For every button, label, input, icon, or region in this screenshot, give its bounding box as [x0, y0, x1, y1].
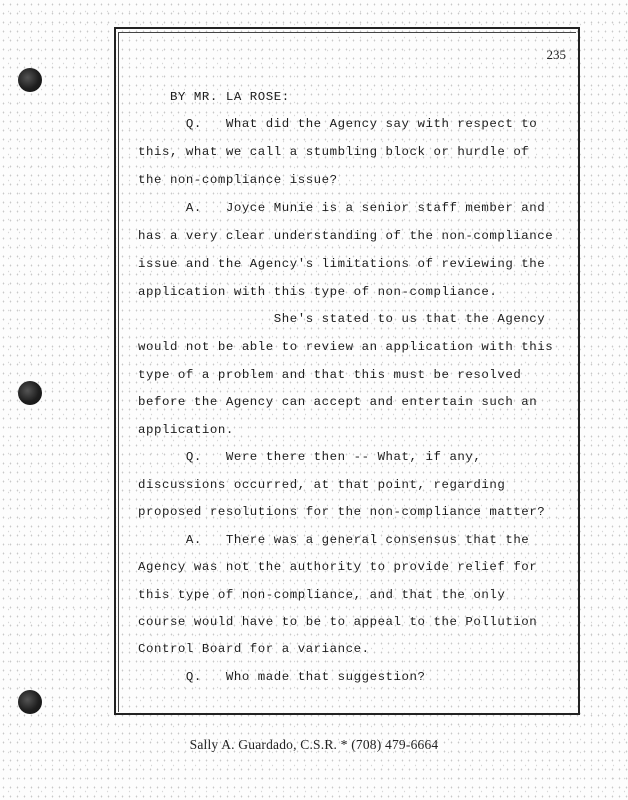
transcript-line: Q. Were there then -- What, if any, — [138, 450, 482, 464]
transcript-line: application. — [138, 423, 234, 437]
transcript-line: before the Agency can accept and entertain such an — [138, 395, 538, 409]
transcript-line: A. Joyce Munie is a senior staff member and — [138, 201, 546, 215]
punch-hole-bottom — [18, 690, 42, 714]
transcript-line: She's stated to us that the Agency — [138, 312, 546, 326]
transcript-line: would not be able to review an application with this — [138, 340, 554, 354]
transcript-line: A. There was a general consensus that the — [138, 533, 530, 547]
transcript-line: discussions occurred, at that point, regarding — [138, 478, 506, 492]
transcript-line: proposed resolutions for the non-compliance matter? — [138, 505, 546, 519]
transcript-line: Control Board for a variance. — [138, 642, 370, 656]
transcript-line: course would have to be to appeal to the Pollution — [138, 615, 538, 629]
punch-hole-top — [18, 68, 42, 92]
transcript-line: the non-compliance issue? — [138, 173, 338, 187]
transcript-line: application with this type of non-compliance. — [138, 285, 498, 299]
transcript-line: BY MR. LA ROSE: — [138, 90, 290, 104]
transcript-line: has a very clear understanding of the non-compliance — [138, 229, 554, 243]
reporter-footer: Sally A. Guardado, C.S.R. * (708) 479-6664 — [189, 737, 439, 752]
punch-hole-middle — [18, 381, 42, 405]
transcript-line: issue and the Agency's limitations of reviewing the — [138, 257, 546, 271]
transcript-line: this, what we call a stumbling block or hurdle of — [138, 145, 530, 159]
transcript-line: Q. What did the Agency say with respect to — [138, 117, 538, 131]
transcript-line: Agency was not the authority to provide relief for — [138, 560, 538, 574]
transcript-line: type of a problem and that this must be resolved — [138, 368, 522, 382]
transcript-line: Q. Who made that suggestion? — [138, 670, 426, 684]
page-number: 235 — [546, 47, 566, 62]
transcript-line: this type of non-compliance, and that the only — [138, 588, 506, 602]
